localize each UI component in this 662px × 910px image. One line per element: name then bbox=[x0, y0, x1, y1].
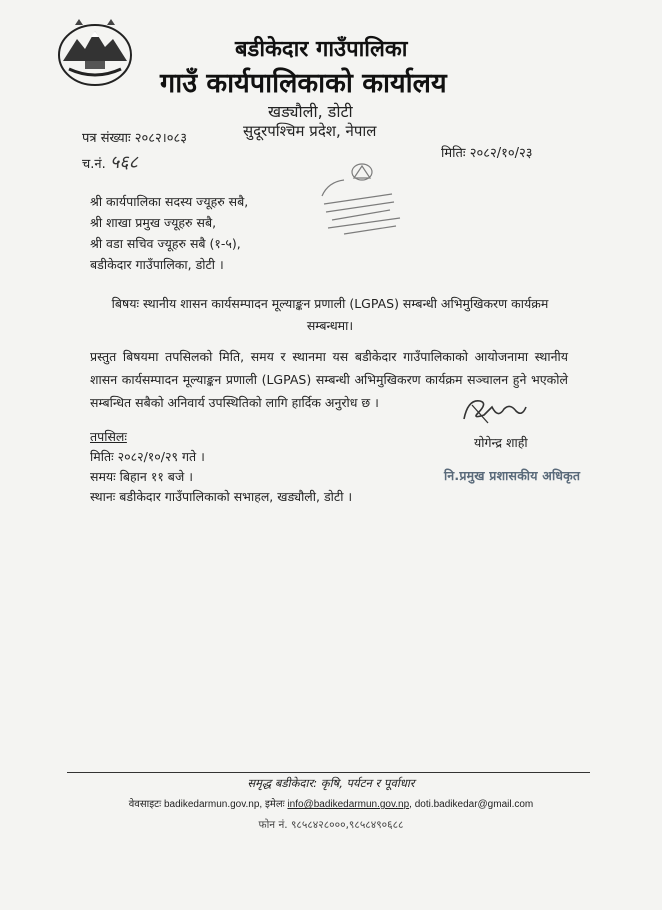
province-name: सुदूरपश्चिम प्रदेश, नेपाल bbox=[243, 122, 377, 140]
office-stamp bbox=[314, 160, 414, 242]
municipality-name: बडीकेदार गाउँपालिका bbox=[235, 37, 408, 62]
website-link[interactable]: badikedarmun.gov.np, bbox=[163, 799, 263, 810]
office-name: गाउँ कार्यपालिकाको कार्यालय bbox=[160, 68, 447, 99]
footer-divider bbox=[67, 772, 590, 773]
recipient-line: श्री कार्यपालिका सदस्य ज्यूहरु सबै, bbox=[90, 194, 249, 209]
email-link[interactable]: info@badikedarmun.gov.np bbox=[287, 799, 410, 810]
subject-line: बिषयः स्थानीय शासन कार्यसम्पादन मूल्याङ्कन प्रणाली (LGPAS) सम्बन्धी अभिमुखिकरण कार्यक्रम सम्बन्धमा। bbox=[111, 296, 549, 333]
letter-number-label: पत्र संख्याः bbox=[82, 131, 131, 146]
details-time: समयः बिहान ११ बजे । bbox=[90, 469, 193, 484]
email-label: इमेलः bbox=[264, 799, 285, 810]
letter-number bbox=[82, 128, 187, 146]
details-date: मितिः २०८२/१०/२९ गते । bbox=[90, 449, 205, 464]
designation-stamp: नि.प्रमुख प्रशासकीय अधिकृत bbox=[444, 468, 581, 483]
dispatch-number-value: ५६८ bbox=[109, 152, 138, 173]
nepal-emblem-logo bbox=[55, 17, 135, 87]
handwritten-signature bbox=[458, 393, 530, 427]
footer-phone: फोन नं. ९८५८४२८०००,९८५८४९०६८८ bbox=[258, 819, 404, 831]
letter-date-value: २०८२/१०/२३ bbox=[469, 146, 533, 161]
letter-date bbox=[441, 143, 533, 161]
recipient-line: श्री वडा सचिव ज्यूहरु सबै (१-५), bbox=[90, 236, 241, 251]
office-location: खड्यौली, डोटी bbox=[268, 102, 353, 121]
website-label: वेवसाइटः bbox=[128, 799, 162, 810]
recipient-line: श्री शाखा प्रमुख ज्यूहरु सबै, bbox=[90, 215, 217, 230]
dispatch-number-label: च.नं. bbox=[82, 157, 106, 172]
details-title: तपसिलः bbox=[90, 429, 127, 444]
details-venue: स्थानः बडीकेदार गाउँपालिकाको सभाहल, खड्यौली, डोटी । bbox=[90, 489, 353, 504]
recipient-line: बडीकेदार गाउँपालिका, डोटी । bbox=[90, 257, 224, 272]
signatory-name: योगेन्द्र शाही bbox=[474, 435, 528, 450]
footer-tagline: समृद्ध बडीकेदार: कृषि, पर्यटन र पूर्वाधार bbox=[247, 776, 415, 790]
details-block bbox=[90, 427, 352, 507]
letter-number-value: २०८२।०८३ bbox=[134, 131, 188, 146]
body-paragraph: प्रस्तुत बिषयमा तपसिलको मिति, समय र स्थानमा यस बडीकेदार गाउँपालिकाको आयोजनामा स्थानीय शासन कार्यसम्पादन मूल्याङ्कन प्रणाली (LGPAS) सम्बन्धी अभिमुखिकरण कार्यक्रम सञ्चालन हुने भएकोले सम्बन्धित सबैको अनिवार्य उपस्थितिको लागि हार्दिक अनुरोध छ । bbox=[90, 349, 568, 410]
footer-contact bbox=[0, 796, 662, 810]
recipients-block bbox=[90, 191, 248, 275]
dispatch-number bbox=[82, 150, 138, 174]
letter-date-label: मितिः bbox=[441, 146, 466, 161]
email-secondary[interactable]: , doti.badikedar@gmail.com bbox=[409, 799, 534, 810]
